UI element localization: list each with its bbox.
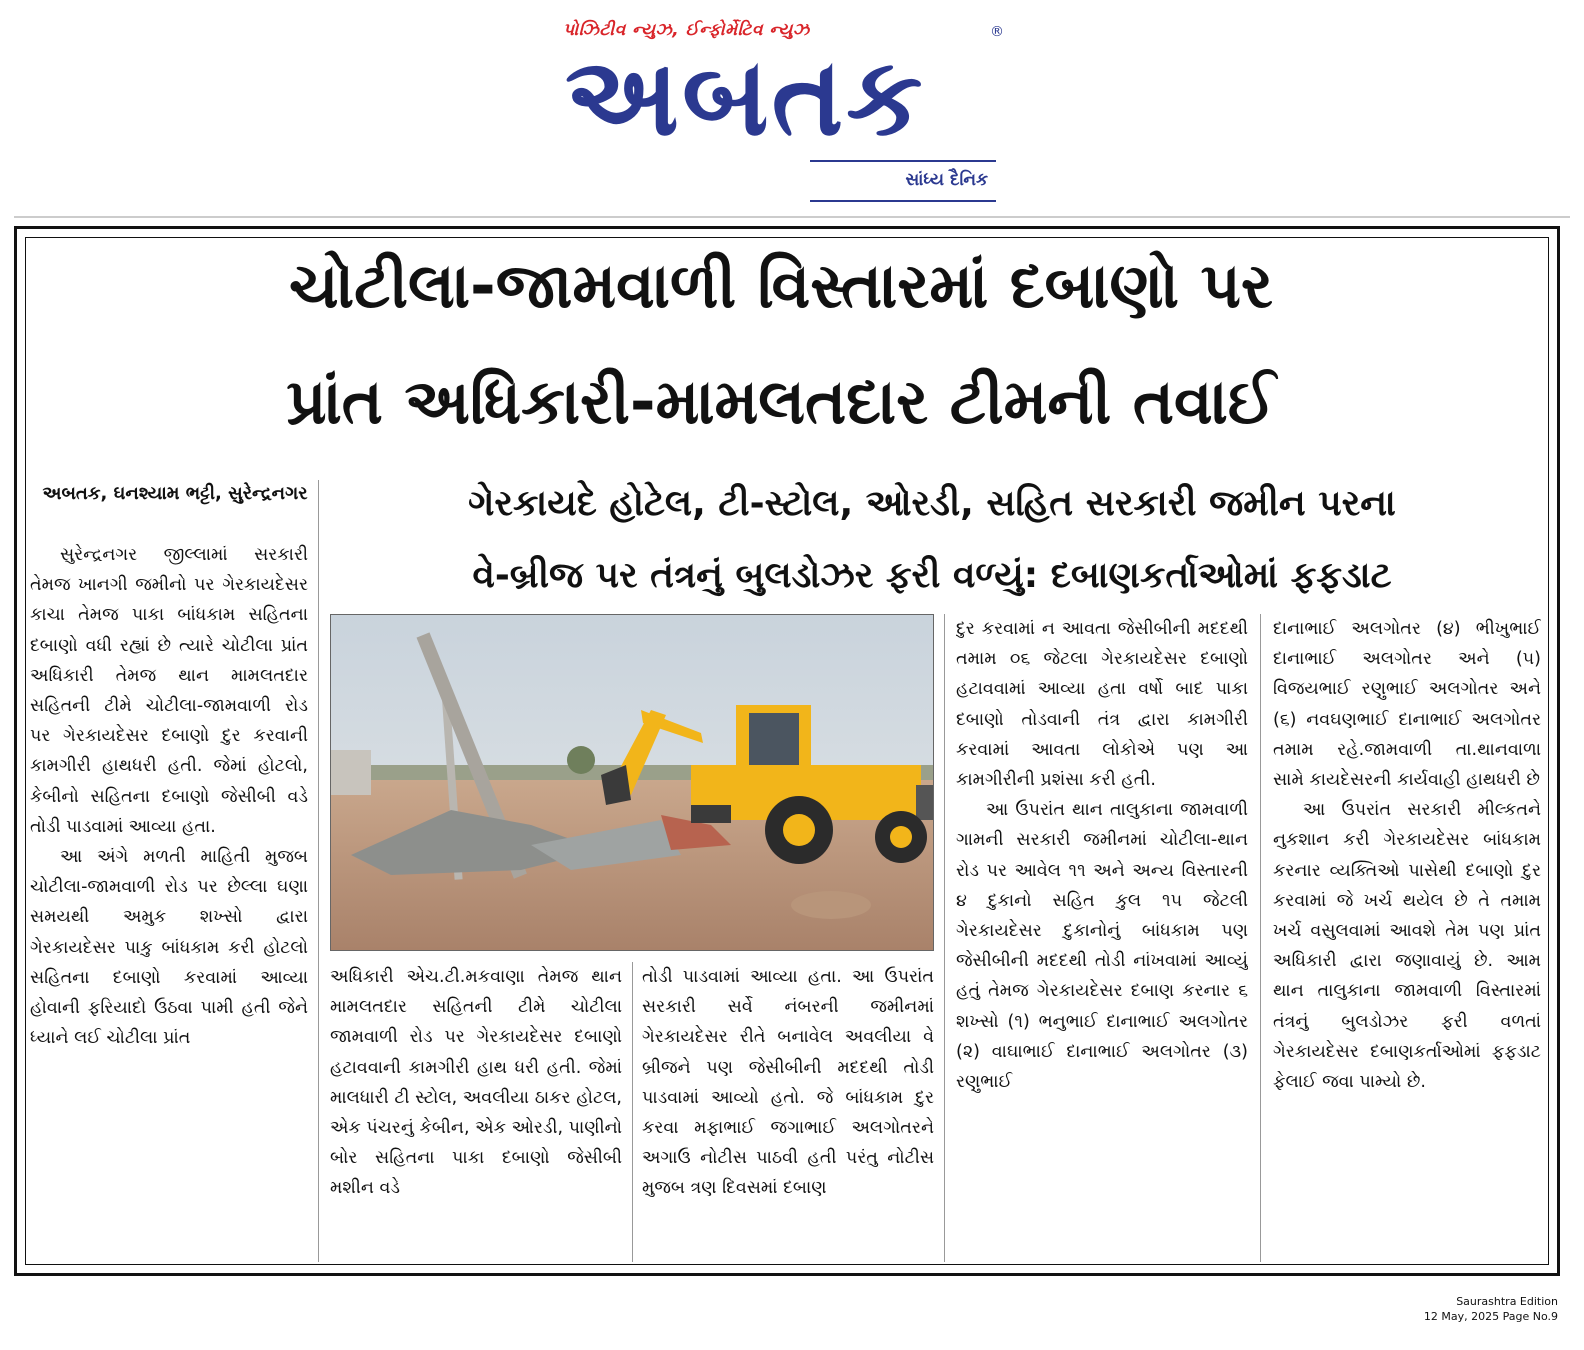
tagline: પોઝિટીવ ન્યુઝ, ઈન્ફોર્મેટિવ ન્યુઝ (563, 20, 810, 40)
column-divider (318, 480, 319, 1262)
byline: અબતક, ઘનશ્યામ ભટ્ટી, સુરેન્દ્રનગર (42, 483, 308, 504)
registered-mark: ® (990, 24, 1004, 40)
paragraph: અધિકારી એચ.ટી.મકવાણા તેમજ થાન મામલતદાર સહિતની ટીમે ચોટીલા જામવાળી રોડ પર ગેરકાયદેસર દબાણો હટાવવાની કામગીરી હાથ ધરી હતી. જેમાં માલધારી ટી સ્ટોલ, અવલીયા ઠાકર હોટલ, એક પંચરનું કેબીન, એક ઓરડી, પાણીનો બોર સહિતના પાકા દબાણો જેસીબી મશીન વડે (330, 967, 622, 1199)
page-footer (1424, 1294, 1558, 1324)
article-column-2 (330, 962, 622, 1267)
masthead-divider (14, 216, 1570, 218)
paragraph: દાનાભાઈ અલગોતર (૪) ભીખુભાઈ દાનાભાઈ અલગોતર અને (૫) વિજયભાઈ રણુભાઈ અલગોતર અને (૬) નવઘણભાઈ દાનાભાઈ અલગોતર તમામ રહે.જામવાળી તા.થાનવાળા સામે કાયદેસરની કાર્યવાહી હાથધરી છે (1273, 619, 1541, 791)
column-divider (944, 614, 945, 1262)
article-column-4 (956, 614, 1248, 1267)
column-divider (1260, 614, 1261, 1262)
paragraph: આ ઉપરાંત થાન તાલુકાના જામવાળી ગામની સરકારી જમીનમાં ચોટીલા-થાન રોડ પર આવેલ ૧૧ અને અન્ય વિસ્તારની ૪ દુકાનો સહિત કુલ ૧૫ જેટલી ગેરકાયદેસર દુકાનોનું બાંધકામ પણ જેસીબીની મદદથી તોડી નાંખવામાં આવ્યું હતું તેમજ ગેરકાયદેસર દબાણ કરનાર ૬ શખ્સો (૧) ભનુભાઈ દાનાભાઈ અલગોતર (૨) વાઘાભાઈ દાનાભાઈ અલગોતર (૩) રણુભાઈ (956, 800, 1248, 1093)
paragraph: સુરેન્દ્રનગર જીલ્લામાં સરકારી તેમજ ખાનગી જમીનો પર ગેરકાયદેસર કાચા તેમજ પાકા બાંધકામ સહિતના દબાણો વધી રહ્યાં છે ત્યારે ચોટીલા પ્રાંત અધિકારી તેમજ થાન મામલતદાર સહિતની ટીમે ચોટીલા-જામવાળી રોડ પર ગેરકાયદેસર દબાણો દુર કરવાની કામગીરી હાથધરી હતી. જેમાં હોટલો, કેબીનો સહિતના દબાણો જેસીબી વડે તોડી પાડવામાં આવ્યા હતા. (30, 545, 308, 837)
paragraph: આ ઉપરાંત સરકારી મીલ્કતને નુકશાન કરી ગેરકાયદેસર બાંધકામ કરનાર વ્યક્તિઓ પાસેથી દબાણો દુર કરવામાં જે ખર્ચ થયેલ છે તે તમામ ખર્ચ વસુલવામાં આવશે તેમ પણ પ્રાંત અધિકારી દ્વારા જણાવાયું છે. આમ થાન તાલુકાના જામવાળી વિસ્તારમાં તંત્રનું બુલડોઝર ફરી વળતાં ગેરકાયદેસર દબાણકર્તાઓમાં ફફડાટ ફેલાઈ જવા પામ્યો છે. (1273, 800, 1541, 1093)
column-divider (632, 962, 633, 1262)
masthead (0, 0, 1584, 215)
newspaper-logo: અબતક (565, 38, 926, 158)
subhead-line-2: વે-બ્રીજ પર તંત્રનું બુલડોઝર ફરી વળ્યું: દબાણકર્તાઓમાં ફફડાટ (472, 555, 1392, 596)
footer-edition: Saurashtra Edition (1456, 1295, 1558, 1308)
subhead-line-1: ગેરકાયદે હોટેલ, ટી-સ્ટોલ, ઓરડી, સહિત સરકારી જમીન પરના (468, 483, 1396, 524)
edition-banner (810, 160, 996, 202)
bulldozer-photo-icon (331, 615, 933, 950)
headline-line-1: ચોટીલા-જામવાળી વિસ્તારમાં દબાણો પર (289, 249, 1273, 322)
paragraph: દુર કરવામાં ન આવતા જેસીબીની મદદથી તમામ ૦૬ જેટલા ગેરકાયદેસર દબાણો હટાવવામાં આવ્યા હતા વર્ષો બાદ પાકા દબાણો તોડવાની તંત્ર દ્વારા કામગીરી કરવામાં આવતા લોકોએ પણ આ કામગીરીની પ્રશંસા કરી હતી. (956, 619, 1248, 791)
paragraph: તોડી પાડવામાં આવ્યા હતા. આ ઉપરાંત સરકારી સર્વે નંબરની જમીનમાં ગેરકાયદેસર રીતે બનાવેલ અવલીયા વે બ્રીજને પણ જેસીબીની મદદથી તોડી પાડવામાં આવ્યો હતો. જે બાંધકામ દુર કરવા મફાભાઈ જગાભાઈ અલગોતરને અગાઉ નોટીસ પાઠવી હતી પરંતુ નોટીસ મુજબ ત્રણ દિવસમાં દબાણ (642, 967, 934, 1199)
footer-date-page: 12 May, 2025 Page No.9 (1423, 1310, 1558, 1323)
edition-label: સાંધ્ય દૈનિક (905, 170, 988, 190)
article-column-1 (30, 540, 308, 1268)
article-column-3 (642, 962, 934, 1267)
paragraph: આ અંગે મળતી માહિતી મુજબ ચોટીલા-જામવાળી રોડ પર છેલ્લા ઘણા સમયથી અમુક શખ્સો દ્વારા ગેરકાયદેસર પાકુ બાંધકામ કરી હોટલો સહિતના દબાણો કરવામાં આવ્યા હોવાની ફરિયાદો ઉઠવા પામી હતી જેને ધ્યાને લઈ ચોટીલા પ્રાંત (30, 847, 308, 1049)
headline-line-2: પ્રાંત અધિકારી-મામલતદાર ટીમની તવાઈ (286, 365, 1276, 438)
article-column-5 (1273, 614, 1541, 1267)
news-photo (330, 614, 934, 951)
